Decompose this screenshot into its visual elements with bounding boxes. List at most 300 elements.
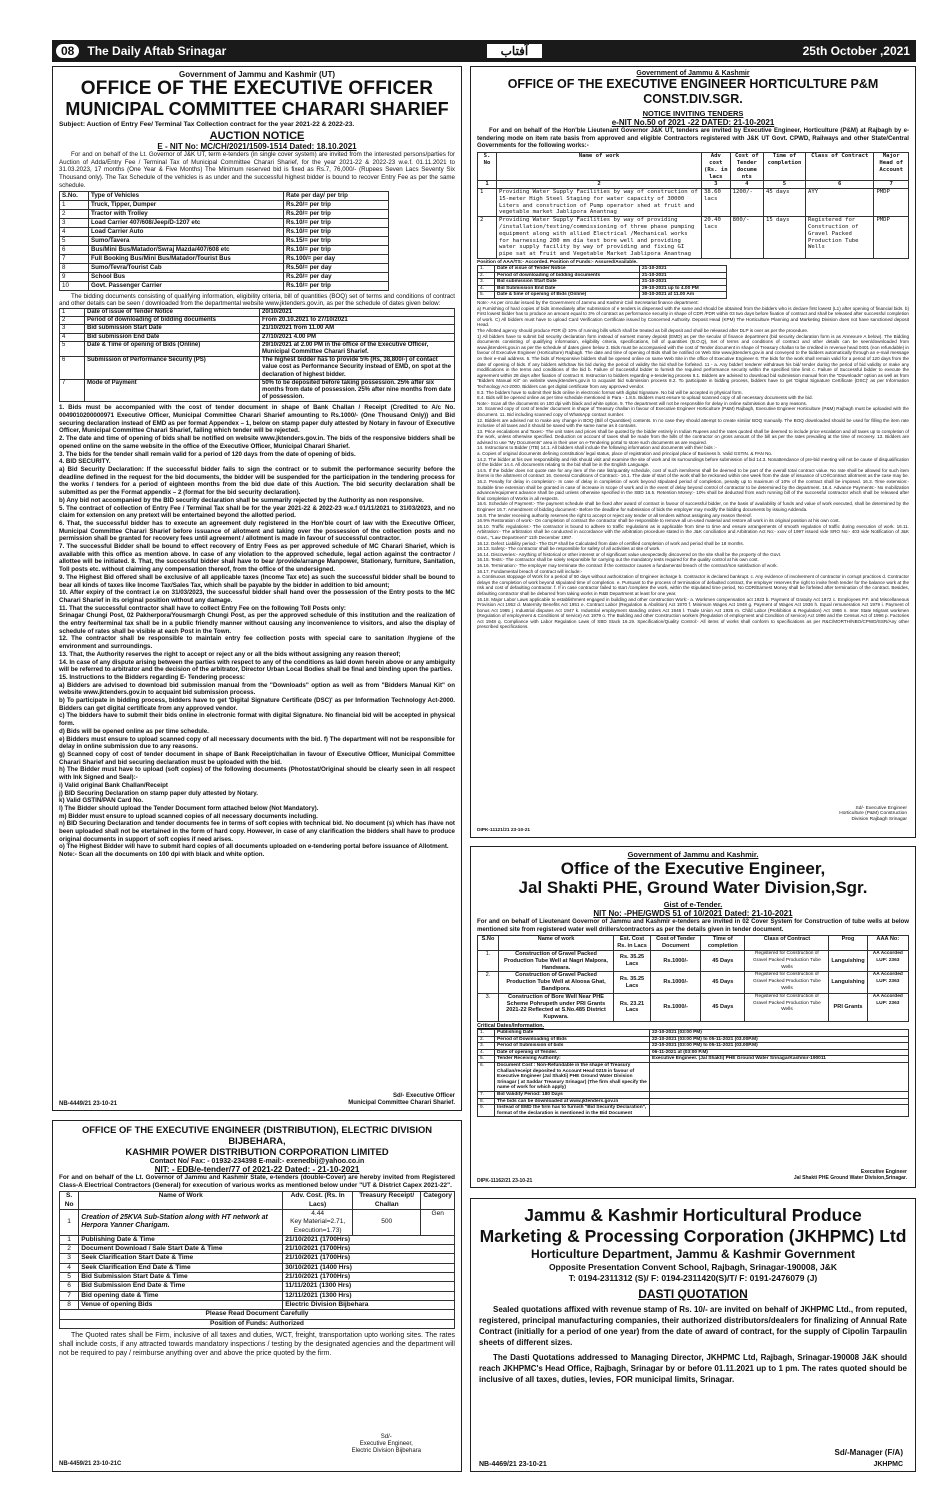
mcc-term: j) BID Securing Declaration on stamp paper duly attested by Notary. (59, 789, 258, 797)
elec-work-cost-execution: Execution=1.73) (293, 1226, 342, 1234)
hort-head-cell: Adv cost (Rs. in lacs (702, 153, 731, 181)
mcc-sign-1: Sd/- Executive Officer (392, 1093, 455, 1099)
hort-date-cell: 21-10-2021 (640, 266, 727, 273)
hort-date-cell: 3. (478, 279, 495, 286)
mcc-rate-cell: Rs.100/= per day (284, 254, 389, 263)
elec-sign-2: Electric Division Bijbehara (351, 1448, 421, 1454)
mcc-schedule-cell: 3 (60, 325, 85, 333)
hort-fine-line: 16.6. Schedule of Payment:- The payment schedule shall be fixed after award of contract in favour of successful bidder, on the basis of availability of funds and value of work executed, shall be determined by the Engineer 16.7. Amendment of bidding document:- Before the deadline for submission of bids the employer may modify the bidding documents by issuing Addenda. (477, 501, 909, 512)
hort-work-cell: PMDP (874, 189, 909, 217)
phe-date-cell: Executive Engineer. (Jal Shakti) PHE Ground Water SrinagarKashmir-190011 (650, 1056, 909, 1063)
hort-fine-line: 14.2. The bidder at his own responsibility and risk should visit and examine the site of work and its surroundings before submission of bid 14.3. Nonattendance of pre-bid meeting will not be cause of disqualification of the bidder 14.4. All documents relating to the bid shall be in the English Language. (477, 456, 909, 468)
elec-date-cell: Bid Submission End Date & Time (79, 1282, 283, 1291)
mcc-rate-cell: 2 (60, 209, 89, 218)
mcc-intro: For and on behalf of the Lt. Governor of J&K UT, term e-tenders (in single cover system) are invited from the interested persons/parties for Auction of Adda/Entry Fee / Terminal Tax of Municipal Committee Charari Sharief, for the year 2021-22 & 2022-23 w.e.f. 01.11.2021 to 31.03.2023, 17 months (One Year & Five Months) The Minimum reserved bid is fixed as Rs.7, 76,000/- (Rupees Seven Lacs Seventy Six Thousand only). The Tax Schedule of the vehicles is as under and the successful highest bidder is bound to recover Entry Fee as per the same schedule. (59, 151, 455, 189)
hort-date-cell: 30-10-2021 at 11.00 Am (640, 292, 727, 299)
mcc-schedule-row (60, 308, 455, 316)
mcc-rate-cell: Rs.15/= per trip (284, 236, 389, 245)
elec-work-category: Gen (421, 1210, 455, 1236)
mcc-term: 5. The contract of collection of Entry Fee / Terminal Tax shall be for the year 2021-22 & 2022-23 w.e.f 01/11/2021 to 31/03/2023, and no claim for extension on any pretext will be entertained beyond the allotted period. (59, 504, 455, 520)
mcc-term: m) Bidder must ensure to upload scanned copies of all necessary documents including. (59, 812, 318, 820)
mcc-term: 7. The successful Bidder shall be bound to effect recovery of Entry Fees as per approved schedule of MC Charari Sharief, which is available with this office as mention above. In case of any violation to the approved schedule, legal action against the contractor / allottee will be initiated. 8. That, the successful bidder shall have to bear /provide/arrange Manpower, Stationary, furniture, Sanitation, Toll posts etc. without claiming any compensation thereof, from the office of the undersigned. (59, 543, 455, 574)
phe-work-cell: Registered for Construction of Gravel Packed Production Tube Wells (745, 951, 829, 972)
phe-date-cell (650, 1091, 909, 1098)
hort-fine-line: 16.18. Major Labor Laws applicable to establishment engaged in building and other construction Work:- a. Workmen compensation act 1923 b. Payment of Gratuity Act 1972 c. Employees P.F. and Miscellaneous Provision Act 1952 d. Maternity Benefits Act 1951 e. Contract Labor (Regulation & Abolition) Act 1970 f. Minimum Wages Act 1948 g. Payment of Wages Act 1936 h. Equal remuneration Act 1979 i. Payment of bonus Act 1965 j. Industrial disputes Act 1947 k. Industrial employment standing orders Act 1946 l. Trade Union Act 1926 m. Child Labor (Prohibition & Regulation) Act 1986 n. Inter State Migrant workmen (Regulation of employment & Conditions of service) Act 1979 o. The Building and other Construction workers (Regulation of employment and Condition of service) Act 1996 and the Census Act of 1996 p. Factories Act 1948 q. Compliance with Labor Regulation Laws of SBD Stack 16.19. Specification/Quality Control:- All items of works shall conform to specifications as per R&C/MORTH/NBO/CPWD/SSR/Any other prescribed specifications. (477, 596, 909, 630)
hort-govt: Government of Jammu & Kashmir (636, 70, 750, 77)
phe-title-1: Office of the Executive Engineer, (560, 859, 826, 878)
mcc-ref: NB-4449/21 23-10-21 (59, 1101, 118, 1107)
phe-date-cell: 5. (478, 1056, 495, 1063)
phe-work-cell: 2. (478, 972, 499, 993)
phe-work-cell: Rs.1000/- (651, 951, 701, 972)
hort-fine-line: 16.8. The tender receiving authority reserves the right to accept or reject any tender or all tenders without assigning any reason thereof. (477, 512, 752, 518)
hort-date-cell: 5. (478, 292, 495, 299)
phe-date-cell: 3. (478, 1043, 495, 1050)
mcc-term: 10. After expiry of the contract i.e on 31/03/2023, the successful bidder shall hand over the possession of the Entry posts to the MC Charari Sharief in its original position without any damage. (59, 589, 455, 604)
mcc-title-2: MUNICIPAL COMMITTEE CHARARI SHARIEF (65, 99, 449, 119)
mcc-rate-cell: Load Carrier 407/608/Jeep/D-1207 etc (89, 218, 284, 227)
phe-head-cell: AAA No: (867, 936, 908, 951)
mcc-schedule-cell: 7 (60, 379, 85, 402)
mcc-rate-row (60, 263, 389, 272)
phe-date-cell: Period of Submission of bids (495, 1043, 650, 1050)
hort-work-cell: 15 days (763, 217, 805, 259)
phe-date-cell: 8. (478, 1098, 495, 1105)
phe-ref: DIPK-11162/21 23-10-21 (477, 1178, 533, 1184)
elec-work-sno: 1 (60, 1210, 79, 1236)
mcc-schedule-cell: Bid submission Start Date (85, 325, 260, 333)
mcc-rate-head-cell: S.No. (60, 191, 89, 200)
hort-sign-3: Division Rajbagh Srinagar (851, 817, 907, 823)
phe-date-cell (650, 1098, 909, 1105)
phe-work-cell: Languishing (829, 951, 867, 972)
elec-head-cell: S. No (60, 1192, 79, 1210)
elec-tender-notice (52, 1120, 462, 1472)
phe-work-cell: Rs.1000/- (651, 993, 701, 1021)
hort-fine-line: 14. Instructions to Bidder (ITB) 14.1. All bidders shall include the following information and documents with their bids :- (477, 445, 717, 451)
hort-date-cell: 21-10-2021 (640, 272, 727, 279)
elec-head-cell: Category (421, 1192, 455, 1210)
mcc-schedule-cell: From 20.10.2021 to 27/10/2021 (260, 317, 455, 325)
mcc-term: l) The Bidder should upload the Tender Document form attached below (Not Mandatory). (59, 804, 319, 812)
hort-intro: For and on behalf of the Hon'ble Lieutenant Governor J&K UT, tenders are invited by Executive Engineer, Horticulture (P&M) at Rajbagh by e-tendering mode on item rate basis from approved and eligible Contractors registered with J&K UT Govt. CPWD, Railways and other State/Central Governments for the following works:- (477, 127, 909, 150)
phe-date-row (478, 1062, 909, 1091)
elec-date-cell: Electric Division Bijbehara (283, 1300, 455, 1309)
mcc-schedule-cell: 6 (60, 357, 85, 380)
elec-ref: NB-4459/21 23-10-21C (59, 1461, 122, 1467)
mcc-rate-row (60, 245, 389, 254)
jkhpmc-org: JKHPMC (873, 1461, 903, 1468)
jkhpmc-telephone: T: 0194-2311312 (S)/ F: 0194-2311420(S)/T/ F: 0191-2476079 (J) (568, 1273, 818, 1283)
elec-date-cell: Publishing Date & Time (79, 1235, 283, 1244)
phe-date-cell: 06-11-2021 at (03:00 P.M) (650, 1049, 909, 1056)
phe-date-cell: Date of opening of Tender. (495, 1049, 650, 1056)
phe-work-cell: Languishing (829, 972, 867, 993)
elec-date-cell: 30/10/2021 (1400 Hrs) (283, 1263, 455, 1272)
hort-date-cell: Date & time of opening of Bids (Online) (495, 292, 640, 299)
mcc-rate-cell: School Bus (89, 272, 284, 281)
phe-work-cell: Rs. 23.21 Lacs (614, 993, 651, 1021)
jkhpmc-title-2: Marketing & Processing Corporation (JKHPMC) Ltd (479, 1226, 907, 1246)
hort-num-cell: 7 (874, 181, 909, 189)
hort-fine-line: 16.9% Restoration of work:- On completion of contract the contractor shall be responsible to remove all un-used material and restore all work in its original position at his own cost. (477, 518, 840, 524)
mcc-rate-row (60, 218, 389, 227)
hort-work-row (478, 217, 909, 259)
newspaper-name: The Daily Aftab Srinagar (87, 44, 227, 58)
mcc-rate-cell: Rs.50/= per day (284, 263, 389, 272)
phe-gist: Gist of e-Tender. (663, 900, 723, 909)
hort-works-table (477, 152, 909, 259)
phe-head-cell: S.No (478, 936, 499, 951)
hort-fine-line: Note:- Scan all the documents on 100 dpi with black and white option. 9. The department will not be responsible for delay in online submission due to any reasons. (477, 400, 808, 406)
hort-fine-line: 8.4. Bids will be opened online as per time schedule mentioned in Para - 1.8.5. Bidders must ensure to upload scanned copy of all necessary documents with the bid. (477, 395, 813, 401)
hort-date-cell: 29-10-2021 up to 4.00 PM (640, 285, 727, 292)
hort-fine-line: 16.12. Defect Liability period:- The DLP shall be Calculated from date of certified completion of work and period shall be 18 months. (477, 540, 744, 546)
mcc-schedule-cell: 1 (60, 308, 85, 316)
phe-date-row (478, 1036, 909, 1043)
page-number: 08 (56, 44, 79, 58)
elec-sign-1: Executive Engineer, (359, 1441, 413, 1447)
hort-work-cell: AYY (806, 189, 874, 217)
mcc-auction-notice (52, 66, 462, 1111)
hort-date-cell: Date of issue of Tender Notice (495, 266, 640, 273)
mcc-term: g) Scanned copy of cost of tender document in shape of Bank Receipt/challan in favour of Executive Officer, Municipal Committee Charari Sharief and bid securing declaration must be uploaded with the bid. (59, 751, 455, 766)
mcc-rate-cell: Rs.20/= per trip (284, 200, 389, 209)
jkhpmc-dasti-quotation (470, 1198, 916, 1472)
phe-work-row (478, 972, 909, 993)
mcc-nit-number: E - NIT No: MC/CH/2021/1509-1514 Dated: 18.10.2021 (157, 142, 357, 151)
mcc-subject: Subject: Auction of Entry Fee/ Terminal Tax Collection contract for the year 2021-22 & 2022-23. (59, 121, 355, 128)
mcc-rate-cell: Tractor with Trolley (89, 209, 284, 218)
phe-date-cell: Instead of EMD the firm has to furnish "Bid Security Declaration", format of the declaration is mentioned in the Bid Document (495, 1105, 650, 1117)
hort-fine-line: 1) All bidders have to submit bid security declaration form instead of earnest money deposit (EMD) as per the secular of finance department (bid security declaration form is as Annexure A below). The Bidding documents consisting of qualifying information, eligibility criteria, specifications, bill of quantities (B.O.Q), Set of terms and conditions of contract and other details can be seen/downloaded from www.jktenders.gov.in as per the schedule of dates given below 3. Bids must be accompanied with the cost of Tender document in shape of Treasury challan to be credited in revenue head 0401 (non refundable) in favour of Executive Engineer (Horticulture) Rajbagh. The date and time of opening of Bids shall be notified on Web Site www.jktenders.gov.in and conveyed to the bidders automatically through an e-mail message on their e-mail address. 5. The bids of Responsive bidders shall be opened online on same Web Site in the office of Executive Engineer 6. The bids for the work shall remain valid for a period of 120 days from the date of opening of bids. If any bidders withdraw his bid during the period of validity the bid shall be forfeited. 11 - a. Any bidder/ tenderer withdraws his bid/ tender during the period of bid validity or make any modifications in the terms and conditions of the bid b. Failure of Successful bidder to furnish the required performance security within the specified time limit c. Failure of Successful bidder to execute the agreement within 28 days after fixation of contract 8. Instruction to bidders regarding e-tendering process 8.1. Bidders are advised to download bid submission manual from the "Downloads" option as well as from "Bidders Manual Kit" on website www.jktenders.gov.in to acquaint bid submission process 8.2. To participate in bidding process, bidders have to get 'Digital Signature Certificate (DSC)' as per Information Technology Act-2000. Bidders can get digital certificate from any approved vendor. (477, 333, 909, 389)
mcc-term: Note:- Scan all the documents on 100 dpi with black and white option. (59, 851, 265, 859)
phe-date-cell: 22-10-2021 (03:00 PM) (650, 1029, 909, 1036)
hort-work-cell: 38.60 lacs (702, 189, 731, 217)
hort-work-row (478, 189, 909, 217)
mcc-schedule-row (60, 325, 455, 333)
hort-date-cell: Period of downloading of bidding documents (495, 272, 640, 279)
elec-title-1: OFFICE OF THE EXECUTIVE ENGINEER (DISTRIBUTION), ELECTRIC DIVISION BIJBEHARA, (81, 1124, 433, 1146)
phe-govt: Government of Jammu and Kashmir. (627, 850, 759, 859)
elec-date-cell: Venue of opening Bids (79, 1300, 283, 1309)
hort-fine-print (477, 300, 909, 630)
mcc-term: b) Any bid not accompanied by the BID security declaration shall be summarily rejected by the Authority as non responsive. (59, 496, 424, 504)
phe-work-cell: Rs. 35.25 Lacs (614, 951, 651, 972)
phe-work-cell: 45 Days (701, 951, 745, 972)
mcc-govt: Government of Jammu and Kashmir (UT) (178, 70, 336, 79)
hort-fine-line: The Allotted agency should produce FDR @ 10% of running bills which shall be treated as bill deposit and shall be released after DLP is over as per the procedure. (477, 328, 809, 333)
mcc-rate-cell: 3 (60, 218, 89, 227)
hort-head-cell: Name of work (497, 153, 702, 181)
mcc-title-1: OFFICE OF THE EXECUTIVE OFFICER (80, 78, 434, 99)
mcc-schedule-cell: 2 (60, 317, 85, 325)
elec-date-row (60, 1282, 455, 1291)
phe-head-cell: Time of completion (701, 936, 745, 951)
phe-works-table (477, 935, 909, 1022)
mcc-rate-cell: 6 (60, 245, 89, 254)
mcc-term: 1. Bids must be accompanied with the cost of tender document in shape of Bank Challan / Receipt (Credited to A/c No. 0049010200000971 Executive Officer, Municipal Committee Charari Sharief amounting to Rs.1000/- (One Thousand Only)) and Bid securing declaration instead of EMD as per format Appendex – 1, below on stamp paper duly attested by Notary in favour of Executive Officer, Municipal Committee Charari Sharief, failing which tender will be rejected. (59, 404, 455, 435)
hort-num-cell: 3 (702, 181, 731, 189)
phe-date-row (478, 1056, 909, 1063)
hort-fine-line: 16.15. Tests:- The contractor shall be solely responsible for carrying out the mandatory tests required for the quality control at his own cost. (477, 557, 759, 563)
hort-tender-notice (470, 66, 916, 838)
mcc-rate-row (60, 281, 389, 290)
elec-date-cell: Seek Clarification End Date & Time (79, 1263, 283, 1272)
phe-critical-dates: Critical Dates/Information. (477, 1022, 545, 1029)
elec-sd: Sd/- (380, 1434, 392, 1440)
mcc-rate-cell: Rs.20/= per trip (284, 209, 389, 218)
elec-head-cell: Name of Work (79, 1192, 283, 1210)
phe-work-cell: 3. (478, 993, 499, 1021)
elec-work-challan: 500 (353, 1210, 421, 1236)
elec-work-cost-total: 4.44 (311, 1210, 325, 1217)
hort-num-cell: 1 (478, 181, 497, 189)
mcc-term: 4. BID SECURITY. (59, 458, 111, 466)
hort-work-cell: 20.40 lacs (702, 217, 731, 259)
hort-date-row (478, 292, 727, 299)
phe-date-row (478, 1043, 909, 1050)
elec-date-cell: 12/11/2021 (1300 Hrs) (283, 1291, 455, 1300)
elec-date-cell: Seek Clarification Start Date & Time (79, 1254, 283, 1263)
phe-date-cell: Tender Receiving Authority: (495, 1056, 650, 1063)
jkhpmc-title-1: Jammu & Kashmir Horticultural Produce (524, 1205, 862, 1225)
phe-work-cell: Construction of Gravel Packed Production Tube Well at Aloosa Ghat, Bandipora. (499, 972, 614, 993)
mcc-schedule-cell: Mode of Payment (85, 379, 260, 402)
mcc-rate-cell: Govt. Passenger Carrier (89, 281, 284, 290)
mcc-term: o) The Highest Bidder will have to submit hard copies of all documents uploaded on e-tendering portal before issuance of Allotment. (59, 843, 449, 851)
phe-date-cell: 22-10-2021 (03:00 PM) to 05-11-2021 (03.00P.M) (650, 1043, 909, 1050)
mcc-rate-cell: 5 (60, 236, 89, 245)
elec-date-cell: 3 (60, 1254, 79, 1263)
phe-work-cell: AA Accorded LUP: 2363 (867, 972, 908, 993)
phe-sign-2: Jal Shakti PHE Ground Water Division,Srinagar. (793, 1175, 907, 1181)
hort-fine-line: 10. Scanned copy of cost of tender document in shape of Treasury challan in favour of Executive Engineer Horticulture (P&M) Rajbagh, Executive Engineer Horticulture (P&M) Rajbagh must be uploaded with the document. 11. Bid including scanned copy of WhatsApp contact number. (477, 406, 909, 417)
hort-fine-line: 12. Bidders are advised not to make any change in BOQ (Bill of Quantities) contents. In no case they should attempt to create similar BOQ manually. The BOQ downloaded should be used for filling the item rate inclusive of all taxes and it should be saved with the same name as it contains. (477, 417, 909, 429)
hort-date-row (478, 272, 727, 279)
elec-date-cell: 8 (60, 1300, 79, 1309)
mcc-rate-row (60, 272, 389, 281)
elec-funds: Position of Funds: Authorized (60, 1319, 455, 1328)
mcc-rate-cell: 1 (60, 200, 89, 209)
hort-date-row (478, 285, 727, 292)
mcc-term: 6. That, the successful bidder has to execute an agreement duly registered in the Hon'ble court of law with the Executive Officer, Municipal Committee Charari Sharief before issuance of allotment and taking over the possession of the collection posts and no permission shall be granted for recovery fees until agreement / allotment is made in favour of successful contractor. (59, 519, 455, 543)
mcc-rate-row (60, 227, 389, 236)
phe-date-cell (650, 1105, 909, 1117)
phe-work-cell: 1. (478, 951, 499, 972)
hort-work-cell: Providing Water Supply Facilities by way of construction of 15-meter High Steel Staging for water capacity of 30000 Liters and construction of Pump operator shed at fruit and vegetable market Jablipora Anantnag (497, 189, 702, 217)
hort-date-cell: Bid submission Start Date (495, 279, 640, 286)
phe-head-cell: Name of work (499, 936, 614, 951)
elec-date-cell: 4 (60, 1263, 79, 1272)
mcc-term: 11. That the successful contractor shall have to collect Entry Fee on the following Toll Posts only: (59, 604, 346, 612)
hort-sign-1: Sd/- Executive Engineer (855, 805, 907, 811)
phe-date-cell: Publishing Date (495, 1029, 650, 1036)
hort-fine-line: 16.16. Termination:- The employer may terminate the contract if the contractor causes a fundamental breach of the contract/non satisfaction of work. (477, 562, 778, 568)
elec-date-cell: 21/10/2021 (1700Hrs) (283, 1254, 455, 1263)
hort-head-cell: Time of completion (763, 153, 805, 181)
phe-work-cell: Construction of Gravel Packed Production Tube Well at Nagri Malpora, Handwara. (499, 951, 614, 972)
mcc-rate-head-cell: Type of Vehicles (89, 191, 284, 200)
jkhpmc-title-3: Horticulture Department, Jammu & Kashmir Government (530, 1247, 856, 1261)
hort-dates-table (477, 265, 727, 299)
mcc-rate-cell: Sumo/Tavera (89, 236, 284, 245)
mcc-terms (59, 404, 455, 858)
mcc-rate-cell: 10 (60, 281, 89, 290)
mcc-term: 2. The date and time of opening of bids shall be notified on website www.jktenders.gov.in. The bids of the responsive bidders shall be opened online on the same website in the office of the Executive Officer, Municipal Charari Sharief. (59, 435, 455, 450)
mcc-term: 12. The contractor shall be responsible to maintain entry fee collection posts with special care to sanitation /hygiene of the environment and surroundings. (59, 635, 455, 651)
mcc-schedule-cell: 27/10/2021 4.00 PM (260, 333, 455, 341)
phe-work-cell: Construction of Bore Well Near PHE Scheme Pohrupeth under PRI Grants 2021-22 Reflected at S.No.485 District Kupwara. (499, 993, 614, 1021)
elec-intro: For and on behalf of the Lt. Governor of Jammu and Kashmir State, e-tenders (double-Cover) are hereby invited from Registered Class-A Electrical Contractors (General) for execution of various works as mentioned below under "UT & District Capex 2021-22". (59, 1174, 455, 1189)
hort-work-cell: 2 (478, 217, 497, 259)
elec-title-2: KASHMIR POWER DISTRIBUTION CORPORATION LIMITED (125, 1146, 389, 1157)
phe-head-cell: Class of Contract (745, 936, 829, 951)
hort-fine-line: 16.14. Discoveries:- Anything of historical or other interest or of significant value unexpectedly discovered on the site shall be the property of the Govt. (477, 551, 782, 557)
elec-date-row (60, 1245, 455, 1254)
mcc-term: 13. That, the Authority reserves the right to accept or reject any or all the bids without assigning any reason thereof; (59, 650, 401, 658)
hort-date-row (478, 279, 727, 286)
phe-date-row (478, 1098, 909, 1105)
phe-head-cell: Prog (829, 936, 867, 951)
hort-num-cell: 5 (763, 181, 805, 189)
elec-date-row (60, 1291, 455, 1300)
mcc-schedule-cell: 20/10/2021 (260, 308, 455, 316)
phe-date-cell: Document Cost : Non-Refundable in the shape of Treasury Challan/receipt deposited to Account Head 0215 in favour of Executive Engineer (Jal Shakti) PHE Ground Water Division Srinagar ( at Saddar Treasury Srinagar) (The firm shall specify the name of work for which apply) (495, 1062, 650, 1091)
phe-work-row (478, 951, 909, 972)
hort-fine-line: 16.17. Fundamental breach of contract will include:- (477, 568, 583, 574)
hort-positions: Position of AAA/TS:- Accorded. Position of Funds:- Assured/Available. (477, 260, 638, 266)
hort-notice: NOTICE INVITING TENDERS (642, 109, 744, 118)
hort-date-cell: Bid Submission End Date (495, 285, 640, 292)
mcc-schedule-cell: Date of issue of Tender Notice (85, 308, 260, 316)
jkhpmc-address: Opposite Presentation Convent School, Rajbagh, Srinagar-190008, J&K (548, 1262, 838, 1272)
phe-work-cell: Registered for Construction of Gravel Packed Production Tube Wells (745, 972, 829, 993)
hort-num-cell: 4 (730, 181, 763, 189)
mcc-schedule-cell: Date & Time of opening of Bids (Online) (85, 341, 260, 356)
mcc-term: 15. Instructions to the Bidders regarding E- Tendering process: (59, 673, 245, 681)
phe-date-cell: Period of Downloading of Bids (495, 1036, 650, 1043)
elec-date-cell: 7 (60, 1291, 79, 1300)
phe-date-row (478, 1091, 909, 1098)
hort-date-cell: 21-10-2021 (640, 279, 727, 286)
masthead (52, 40, 916, 62)
mcc-rate-cell: Rs.10/= per trip (284, 245, 389, 254)
mcc-term: k) Valid GSTIN/PAN Card No. (59, 797, 144, 805)
elec-contact: Contact No/ Fax: - 01932-234398 E-mail:- exenedbij@yahoo.co.in (149, 1158, 365, 1165)
mcc-sign-2: Municipal Committee Charari Sharief. (348, 1100, 455, 1106)
phe-work-cell: AA Accorded LUP: 2363 (867, 951, 908, 972)
mcc-schedule-cell: 29/10/2021 at 2.00 PM in the office of the Executive Officer, Municipal Committee Charari Sharief. (260, 341, 455, 356)
phe-dates-table (477, 1029, 909, 1117)
hort-ref: DIPK-11121/21 23-10-21 (477, 828, 531, 833)
elec-date-cell: 6 (60, 1282, 79, 1291)
mcc-rate-cell: 8 (60, 263, 89, 272)
hort-fine-line: a) Furnishing of hard copies of bids immediately after submission of e tenders is dispensed with the same and should be obtained from the bidders who is declare first lowest (L1) after opening of financial bids. b) First lowest bidder has to produce an amount equal to 3% of contract as performance security in shape of CDR /FDR within 03 two days before fixation of contract and shall be released after successful completion of work. C) All bidders must have to upload Card Verification Certificate issued by Concerned Authority. Deposit Head (KPM) The Horticulture Planning and Marketing Division does not have sanctioned deposit Head. (477, 305, 909, 328)
phe-work-cell: PRI Grants (829, 993, 867, 1021)
mcc-rate-cell: Rs.20/= per day (284, 272, 389, 281)
newspaper-logo: آفتاب (487, 44, 543, 58)
mcc-rate-cell: Rs.10/= per trip (284, 281, 389, 290)
mcc-rate-cell: 4 (60, 227, 89, 236)
elec-date-row (60, 1235, 455, 1244)
hort-work-cell: Providing Water Supply Facilities by way of providing /installation/testing/commissioning of three phase pumping equipment along with allied Electrical /Mechanical works for harnessing 200 mm dia test bore well and providing water supply facility by way of providing and fixing GI pipe sat at Fruit and Vegetable Market Jablipora Anantnag (497, 217, 702, 259)
mcc-term: 14. In case of any dispute arising between the parties with respect to any of the conditions as laid down herein above or any ambiguity will be referred to arbitrator and the decision of the arbitrator, Director Urban Local Bodies shall be final and binding upon the parties. (59, 658, 455, 674)
elec-date-cell: 21/10/2021 (1700Hrs) (283, 1235, 455, 1244)
phe-date-cell: 1. (478, 1029, 495, 1036)
hort-num-cell: 2 (497, 181, 702, 189)
mcc-schedule-cell: Bid submission End Date (85, 333, 260, 341)
mcc-term: 3. The bids for the tender shall remain valid for a period of 120 days from the date of opening of bids. (59, 450, 356, 458)
jkhpmc-heading: DASTI QUOTATION (638, 1287, 748, 1301)
phe-intro: For and on behalf of Lieutenant Governor of Jammu and Kashmir e-tenders are invited in 02 Cover System for Construction of tube wells at below mentioned site from registered water well drillers/contractors as per the details given in tender document. (477, 918, 909, 933)
mcc-term: a) Bidders are advised to download bid submission manual from the "Downloads" option as well as from "Bidders Manual Kit" on website www.jktenders.gov.in to acquaint bid submission process. (59, 681, 455, 697)
hort-fine-line: Note:- As per circular issued by the Government of Jammu and Kashmir Civil Secretariat finance department: (477, 300, 699, 306)
hort-fine-line: 13. Price escalations and Taxes:- The unit rates and prices shall be quoted by the bidder entirely in Indian Rupees and the rates quoted shall be deemed to include price escalation and all taxes up to completion of the work, unless otherwise specified. Deduction on account of taxes shall be made from the bills of the contractor on gross amount of the bill as per the rates prevailing at the time of recovery. 13. Bidders are advised to use "My Documents" area in their user on e-Tendering portal to store such documents as are required. (477, 428, 909, 445)
phe-head-cell: Cost of Tender Document (651, 936, 701, 951)
elec-date-cell: 11/11/2021 (1300 Hrs) (283, 1282, 455, 1291)
elec-date-row (60, 1273, 455, 1282)
elec-body: The Quoted rates shall be Firm, inclusive of all taxes and duties, WCT, freight, transportation upto working sites. The rates shall include costs, if any attracted towards mandatory inspections / testing by the designated agencies and the department will not be required to pay / reimburse anything over and above the price quoted by the firm. (59, 1331, 455, 1357)
phe-date-cell: The bids can be downloaded at www.jktenders.gov.in (495, 1098, 650, 1105)
elec-date-cell: 1 (60, 1235, 79, 1244)
mcc-rate-row (60, 236, 389, 245)
phe-head-cell: Est. Cost Rs. in Lacs (614, 936, 651, 951)
elec-date-row (60, 1254, 455, 1263)
elec-work-name: Creation of 25KVA Sub-Station along with HT network at Herpora Yanner Charigam. (79, 1210, 283, 1236)
phe-work-cell: 45 Days (701, 993, 745, 1021)
phe-tender-notice (470, 846, 916, 1188)
mcc-schedule-row (60, 333, 455, 341)
elec-work-cost-material: Key Material=2.71, (290, 1218, 346, 1226)
hort-work-cell: 1 (478, 189, 497, 217)
phe-work-cell: Registered for Construction of Gravel Packed Production Tube Wells (745, 993, 829, 1021)
phe-date-cell: 7. (478, 1091, 495, 1098)
phe-title-2: Jal Shakti PHE, Ground Water Division,Sgr. (518, 878, 868, 897)
mcc-schedule-row (60, 341, 455, 356)
mcc-rate-header (60, 191, 389, 200)
jkhpmc-ref: NB-4469/21 23-10-21 (479, 1461, 547, 1468)
mcc-notice-heading: AUCTION NOTICE (209, 130, 305, 142)
elec-head-cell: Adv. Cost. (Rs. In Lacs) (283, 1192, 353, 1210)
mcc-schedule-row (60, 357, 455, 380)
hort-fine-line: 14.5. If the bidder does not quote rate for any item of the rate list/quantity schedule, cost of such item/items shall be deemed to be part of the overall total contract value. No rate shall be allowed for such item /items in the allotment of contract 16. General Conditions of Contract:- 16.1. The date of start of the work shall be reckoned within one week from the date of issuance of LOI/Contract allotment as the case may be. 16.2. Penalty for delay in completion:- In case of delay in completion of work beyond stipulated period of completion, penalty up to maximum of 10% of the contract shall be imposed. 16.3. Time extension:- Suitable time extension shall be granted in case of increase in scope of work and in the event of delay beyond control of contractor to be determined by the department. 16.4. Advance Payments:- No mobilization advance/equipment advance shall be paid unless otherwise specified in the SBD 16.5. Retention Money:- 10% shall be deducted from each running bill of the successful contractor which shall be released after final completion of Works in all respects. (477, 467, 909, 501)
mcc-schedule-cell: 50% to be deposited before taking possession. 25% after six months from date of possession. 25% after nine months from date of possession. (260, 379, 455, 402)
mcc-schedule-cell: Submission of Performance Security (PS) (85, 357, 260, 380)
jkhpmc-paragraph-2: The Dasti Quotations addressed to Managing Director, JKHPMC Ltd, Rajbagh, Srinagar-190008 J&K should reach JKHPMC's Head Office, Rajbagh, Srinagar by or before 01.11.2021 up to 1 pm. The rates quoted should be inclusive of all taxes, duties, levies, FOR municipal limits, Srinagar. (479, 1353, 907, 1384)
elec-date-row (60, 1263, 455, 1272)
phe-date-cell: 2. (478, 1036, 495, 1043)
mcc-rate-cell: 7 (60, 254, 89, 263)
phe-work-cell: 45 Days (701, 972, 745, 993)
elec-nit: NIT: - EDB/e-tender/77 of 2021-22 Dated: - 21-10-2021 (154, 1165, 360, 1174)
mcc-rate-cell: Rs.10/= per trip (284, 227, 389, 236)
phe-work-cell: Rs.1000/- (651, 972, 701, 993)
mcc-term: i) Valid original Bank Challan/Receipt (59, 781, 168, 789)
hort-title: OFFICE OF THE EXECUTIVE ENGINEER HORTICULTURE P&M CONST.DIV.SGR. (507, 77, 879, 106)
mcc-schedule-cell: The highest bidder has to provide 5% (Rs, 38,800/-) of contact value cost as Performance Security instead of EMD, on spot at the declaration of highest bidder. (260, 357, 455, 380)
elec-date-cell: 21/10/2021 (1700Hrs) (283, 1245, 455, 1254)
mcc-rate-cell: Rs.10/= per trip (284, 218, 389, 227)
phe-date-cell: 4. (478, 1049, 495, 1056)
jkhpmc-paragraph-1: Sealed quotations affixed with revenue stamp of Rs. 10/- are invited on behalf of JKHPMC Ltd., from reputed, registered, principal manufacturing companies, their authorized distributors/dealers for finalizing of Annual Rate Contract (initially for a period of one year) from the date of award of contract, for the supply of Cipolin Tarpaulin sheets of different sizes. (479, 1305, 907, 1347)
elec-read-carefully: Please Read Document Carefully (60, 1310, 455, 1319)
elec-date-row (60, 1300, 455, 1309)
hort-date-cell: 2. (478, 272, 495, 279)
mcc-term: b) To participate in bidding process, bidders have to get 'Digital Signature Certificate (DSC)' as per Information Technology Act-2000. Bidders can get digital certificate from any approved vendor. (59, 697, 455, 712)
elec-date-cell: 21/10/2021 (1700Hrs) (283, 1273, 455, 1282)
hort-fine-line: 8.3. The bidders have to submit their bids online in electronic format with digital Signature. No bid will be accepted in physical form. (477, 389, 743, 395)
